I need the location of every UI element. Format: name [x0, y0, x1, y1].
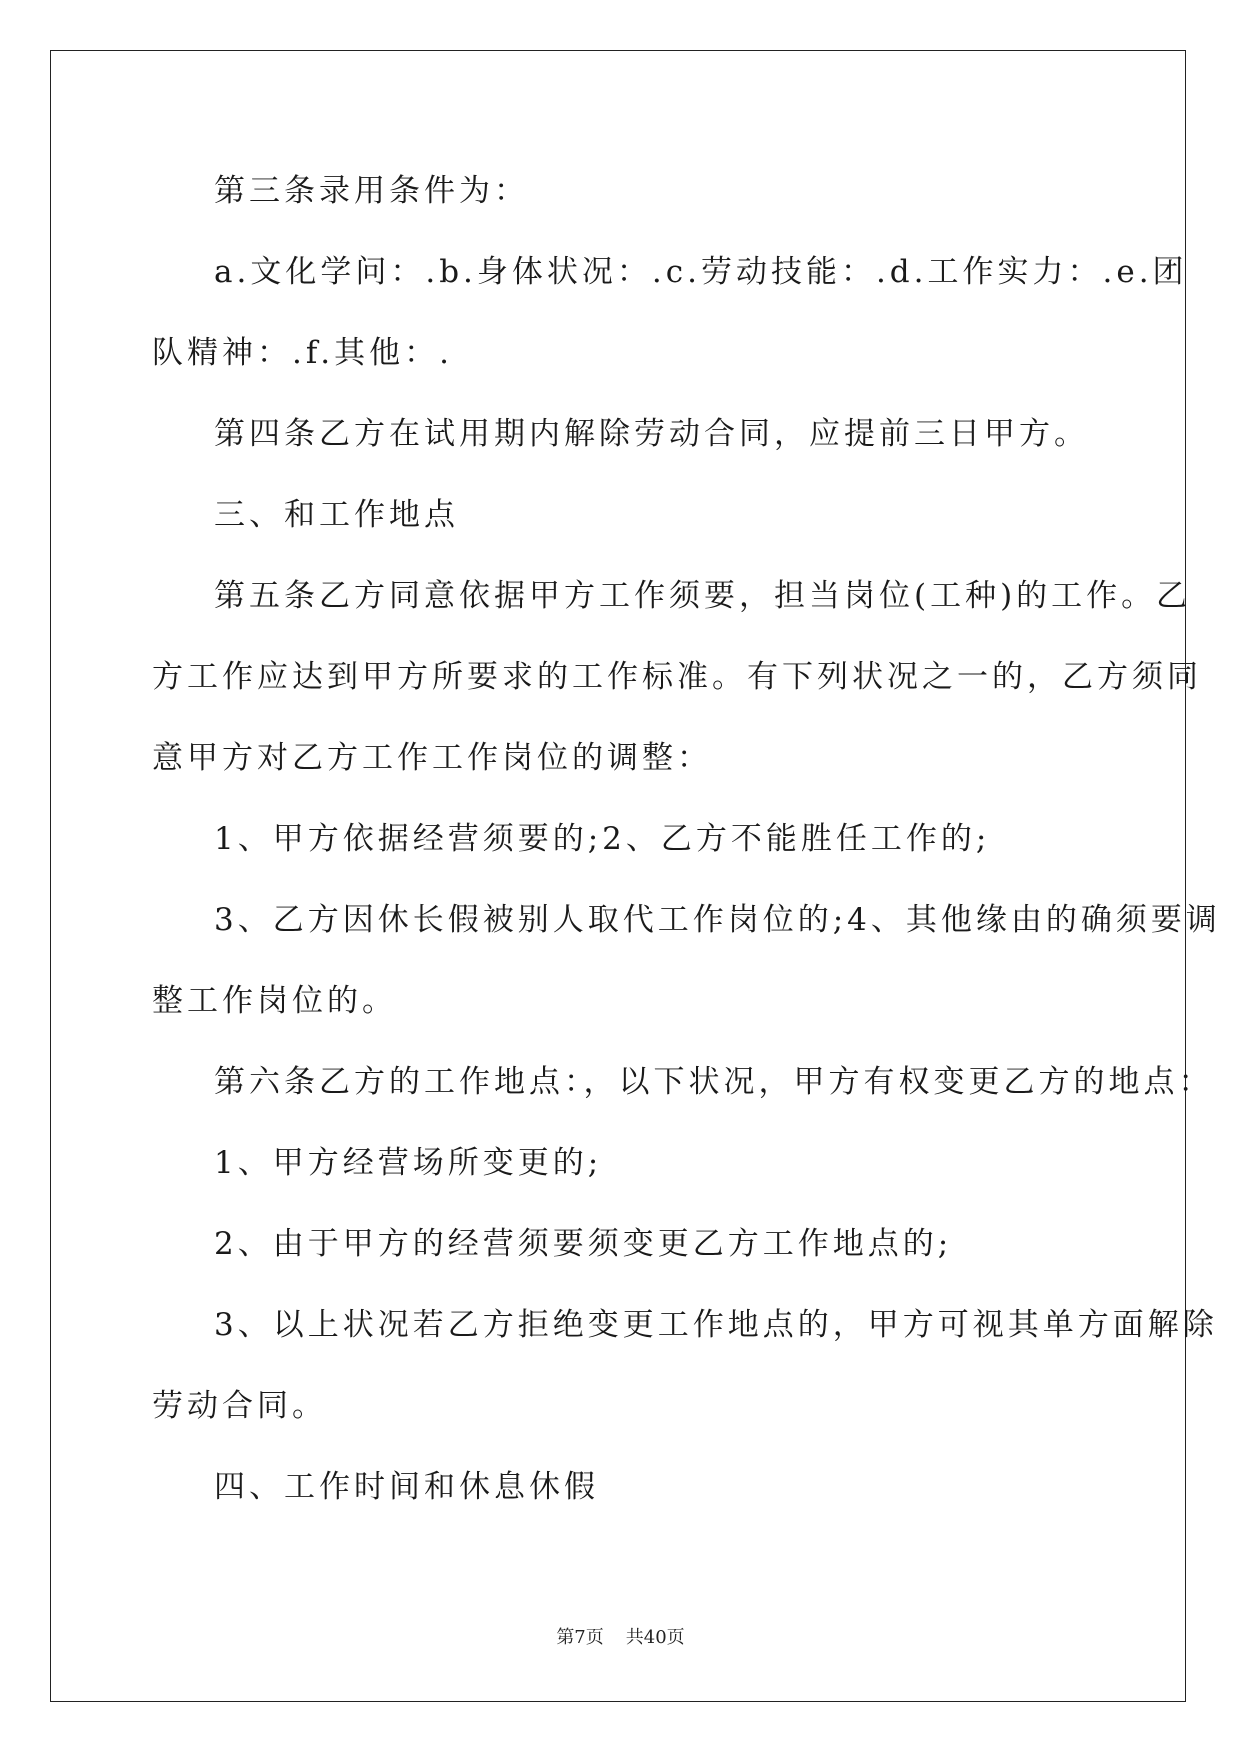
- text-line-14: 2、由于甲方的经营须要须变更乙方工作地点的;: [214, 1226, 953, 1262]
- text-line-6: 第五条乙方同意依据甲方工作须要，担当岗位(工种)的工作。乙: [214, 578, 1192, 614]
- page-number: 第7页: [556, 1627, 604, 1648]
- text-line-9: 1、甲方依据经营须要的;2、乙方不能胜任工作的;: [214, 821, 991, 857]
- text-line-1: 第三条录用条件为：: [214, 173, 529, 209]
- text-line-4: 第四条乙方在试用期内解除劳动合同，应提前三日甲方。: [214, 416, 1089, 452]
- text-line-11: 整工作岗位的。: [152, 983, 397, 1019]
- text-line-13: 1、甲方经营场所变更的;: [214, 1145, 603, 1181]
- text-line-16: 劳动合同。: [152, 1388, 327, 1424]
- section-heading-3: 三、和工作地点: [214, 497, 459, 533]
- text-line-7: 方工作应达到甲方所要求的工作标准。有下列状况之一的，乙方须同: [152, 659, 1202, 695]
- text-line-8: 意甲方对乙方工作工作岗位的调整：: [152, 740, 712, 776]
- text-line-2: a.文化学问：.b.身体状况：.c.劳动技能：.d.工作实力：.e.团: [214, 254, 1188, 290]
- text-line-3: 队精神：.f.其他：.: [152, 335, 453, 371]
- page-footer: [0, 1623, 1241, 1649]
- section-heading-4: 四、工作时间和休息休假: [214, 1469, 599, 1505]
- page-total: 共40页: [625, 1627, 685, 1648]
- text-line-10: 3、乙方因休长假被别人取代工作岗位的;4、其他缘由的确须要调: [214, 902, 1221, 938]
- text-line-15: 3、以上状况若乙方拒绝变更工作地点的，甲方可视其单方面解除: [214, 1307, 1218, 1343]
- text-line-12: 第六条乙方的工作地点：，以下状况，甲方有权变更乙方的地点：: [214, 1064, 1214, 1100]
